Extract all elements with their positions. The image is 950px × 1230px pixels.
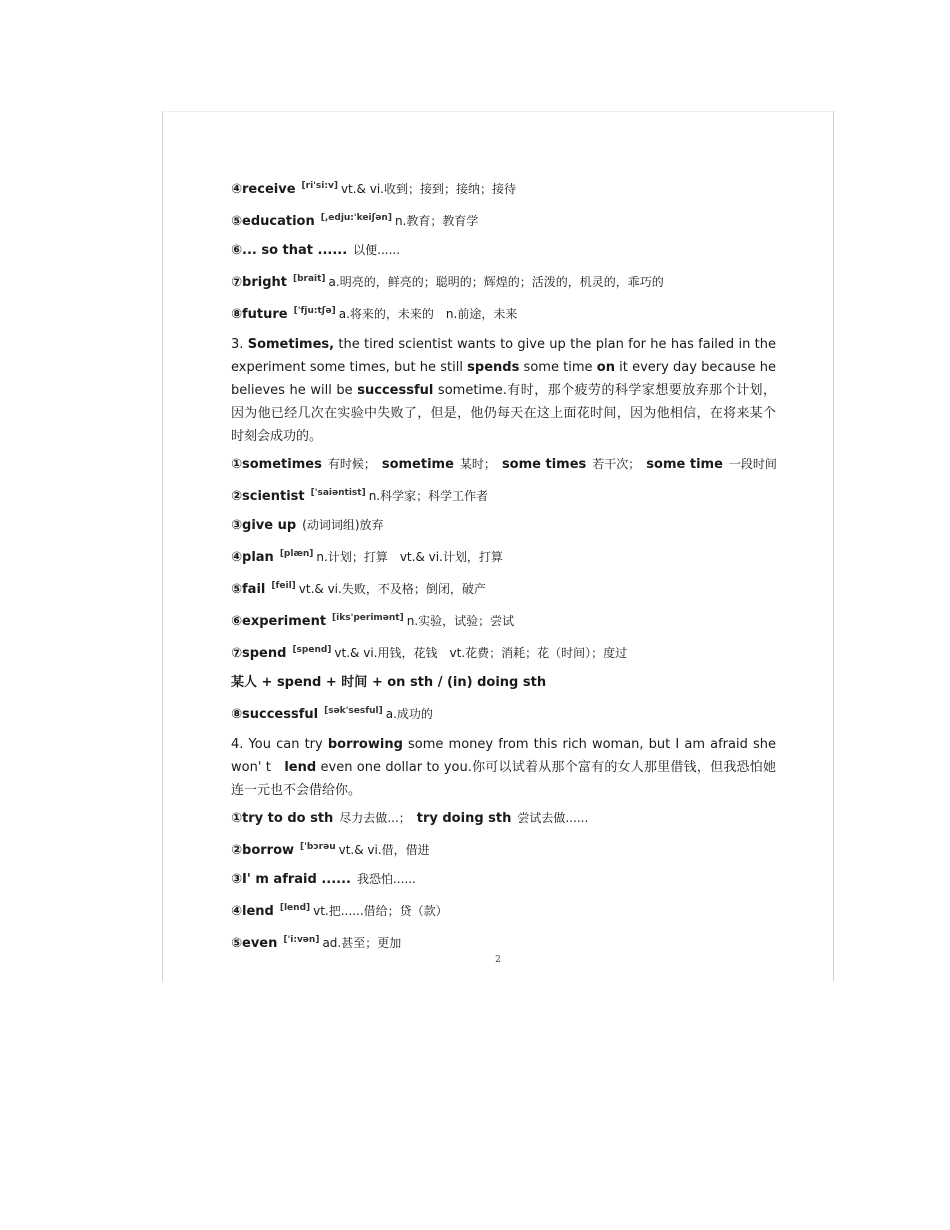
vocab-list-a	[231, 176, 776, 325]
vocab-entry	[231, 208, 776, 232]
vocab-entry	[231, 930, 776, 954]
vocab-word	[231, 457, 322, 472]
definition: vt.& vi.借，借进	[338, 843, 430, 857]
word-text: future	[242, 307, 288, 322]
vocab-word	[231, 872, 351, 887]
definition: 若干次；	[592, 457, 641, 471]
word-text: bright	[242, 275, 287, 290]
sentence-text: You can try	[248, 737, 328, 752]
entry-number: ②	[231, 843, 243, 858]
word-text: even	[242, 936, 278, 951]
sentence-text: some time	[519, 360, 597, 375]
vocab-word	[231, 904, 274, 919]
phonetic: ['bɔrəu	[300, 842, 336, 852]
definition: vt.& vi.收到；接到；接纳；接待	[340, 182, 516, 196]
definition: n.实验，试验；尝试	[406, 614, 515, 628]
phonetic: [ri'si:v]	[301, 181, 338, 191]
definition: n.计划；打算 vt.& vi.计划，打算	[316, 550, 503, 564]
entry-number: ⑦	[231, 646, 243, 661]
phonetic: ['i:vən]	[283, 935, 320, 945]
example-sentence-3	[231, 333, 776, 448]
entry-number: ⑧	[231, 307, 243, 322]
entry-number: ⑦	[231, 275, 243, 290]
key-word: on	[596, 360, 615, 375]
key-word: spends	[467, 360, 520, 375]
definition: 有时候；	[327, 457, 376, 471]
definition: ad.甚至；更加	[322, 936, 402, 950]
vocab-entry	[231, 269, 776, 293]
vocab-word	[231, 843, 294, 858]
definition: vt.& vi.失败，不及格；倒闭，破产	[298, 582, 486, 596]
vocab-entry	[231, 869, 776, 890]
word-text: receive	[242, 182, 296, 197]
page-content	[231, 176, 776, 962]
vocab-list-b	[231, 454, 776, 664]
sentence-text: even one dollar to you.你可以试着从那个富有的女人那里借钱，但我恐怕她连一元也不会借给你。	[231, 760, 776, 798]
vocab-word	[231, 707, 318, 722]
definition: (动词词组)放弃	[302, 518, 384, 532]
phonetic: [feil]	[271, 581, 296, 591]
phonetic: ['saiəntist]	[310, 488, 366, 498]
sentence-number: 3.	[231, 337, 248, 352]
vocab-entry	[231, 701, 776, 725]
vocab-word	[231, 307, 288, 322]
vocab-entry	[231, 808, 776, 829]
vocab-entry	[231, 240, 776, 261]
entry-number: ⑤	[231, 582, 243, 597]
phonetic: [,edju:'keiʃən]	[320, 213, 392, 223]
sentence-text: some money from this rich woman, but I am afraid she won' t	[231, 737, 777, 775]
vocab-word	[231, 243, 347, 258]
vocab-list-d	[231, 808, 776, 954]
word-text: borrow	[242, 843, 295, 858]
word-text: experiment	[242, 614, 327, 629]
definition: a.成功的	[385, 707, 433, 721]
entry-number: ⑥	[231, 614, 243, 629]
definition: 以便......	[353, 243, 401, 257]
definition: vt.& vi.用钱，花钱 vt.花费；消耗；花（时间）；度过	[334, 646, 628, 660]
vocab-word: some time	[646, 457, 723, 472]
vocab-entry	[231, 608, 776, 632]
usage-formula: 某人 + spend + 时间 + on sth / (in) doing sth	[231, 675, 547, 690]
key-word: Sometimes,	[247, 337, 335, 352]
word-text: plan	[242, 550, 274, 565]
definition: a.将来的，未来的 n.前途，未来	[338, 307, 518, 321]
key-word: borrowing	[327, 737, 403, 752]
key-word: successful	[357, 383, 434, 398]
vocab-word	[231, 182, 296, 197]
entry-number: ⑤	[231, 936, 243, 951]
vocab-entry	[231, 454, 776, 475]
sentence-text: sometime.有时，那个疲劳的科学家想要放弃那个计划，因为他已经几次在实验中失败了，但是，他仍每天在这上面花时间，因为他相信，在将来某个时刻会成功的。	[231, 383, 777, 444]
entry-number: ③	[231, 872, 243, 887]
vocab-word: some times	[501, 457, 587, 472]
entry-number: ④	[231, 550, 243, 565]
vocab-word	[231, 214, 315, 229]
vocab-entry	[231, 544, 776, 568]
entry-number: ②	[231, 489, 243, 504]
page-number: 2	[495, 955, 501, 965]
vocab-word	[231, 489, 305, 504]
vocab-word	[231, 936, 277, 951]
phonetic: [sək'sesful]	[324, 706, 383, 716]
vocab-entry	[231, 576, 776, 600]
vocab-word	[231, 582, 265, 597]
vocab-entry	[231, 301, 776, 325]
vocab-word	[231, 614, 326, 629]
entry-number: ①	[231, 457, 243, 472]
word-text: try to do sth	[242, 811, 334, 826]
sentence-text: the tired scientist wants to give up the plan for he has failed in the experiment some times, but he still	[231, 337, 776, 375]
definition: 一段时间	[728, 457, 777, 471]
entry-number: ⑤	[231, 214, 243, 229]
phonetic: [plæn]	[279, 549, 314, 559]
key-word: lend	[284, 760, 317, 775]
vocab-word	[231, 518, 296, 533]
phonetic: [brait]	[292, 274, 326, 284]
phonetic: [iks'perimənt]	[332, 613, 404, 623]
document-page	[162, 111, 834, 981]
definition: a.明亮的，鲜亮的；聪明的；辉煌的；活泼的，机灵的，乖巧的	[328, 275, 664, 289]
vocab-word	[231, 811, 333, 826]
sentence-number: 4.	[231, 737, 249, 752]
entry-number: ⑧	[231, 707, 243, 722]
word-text: sometimes	[242, 457, 322, 472]
example-sentence-4	[231, 733, 776, 802]
definition: n.教育；教育学	[394, 214, 479, 228]
entry-number: ④	[231, 182, 243, 197]
vocab-word	[231, 275, 287, 290]
definition: 尝试去做......	[517, 811, 589, 825]
word-text: I' m afraid ......	[242, 872, 351, 887]
vocab-entry	[231, 898, 776, 922]
word-text: spend	[242, 646, 287, 661]
definition: n.科学家；科学工作者	[368, 489, 489, 503]
word-text: fail	[242, 582, 266, 597]
entry-number: ④	[231, 904, 243, 919]
vocab-entry	[231, 640, 776, 664]
phonetic: [lend]	[279, 903, 311, 913]
vocab-entry	[231, 176, 776, 200]
definition: 尽力去做...；	[339, 811, 411, 825]
entry-number: ①	[231, 811, 243, 826]
vocab-word	[231, 646, 286, 661]
vocab-list-c	[231, 701, 776, 725]
vocab-word	[231, 550, 274, 565]
definition: 某时；	[459, 457, 496, 471]
word-text: lend	[242, 904, 274, 919]
vocab-word: sometime	[381, 457, 454, 472]
vocab-entry	[231, 837, 776, 861]
phonetic: [spend]	[292, 645, 332, 655]
definition: 我恐怕......	[356, 872, 416, 886]
sentence-text: it every day because he believes he will be	[231, 360, 776, 398]
entry-number: ⑥	[231, 243, 243, 258]
entry-number: ③	[231, 518, 243, 533]
word-text: scientist	[242, 489, 305, 504]
vocab-word: try doing sth	[416, 811, 512, 826]
vocab-entry	[231, 515, 776, 536]
vocab-entry	[231, 483, 776, 507]
word-text: successful	[242, 707, 319, 722]
phonetic: ['fju:tʃə]	[293, 306, 336, 316]
word-text: ... so that ......	[242, 243, 348, 258]
word-text: give up	[242, 518, 297, 533]
definition: vt.把......借给；贷（款）	[313, 904, 448, 918]
word-text: education	[242, 214, 315, 229]
